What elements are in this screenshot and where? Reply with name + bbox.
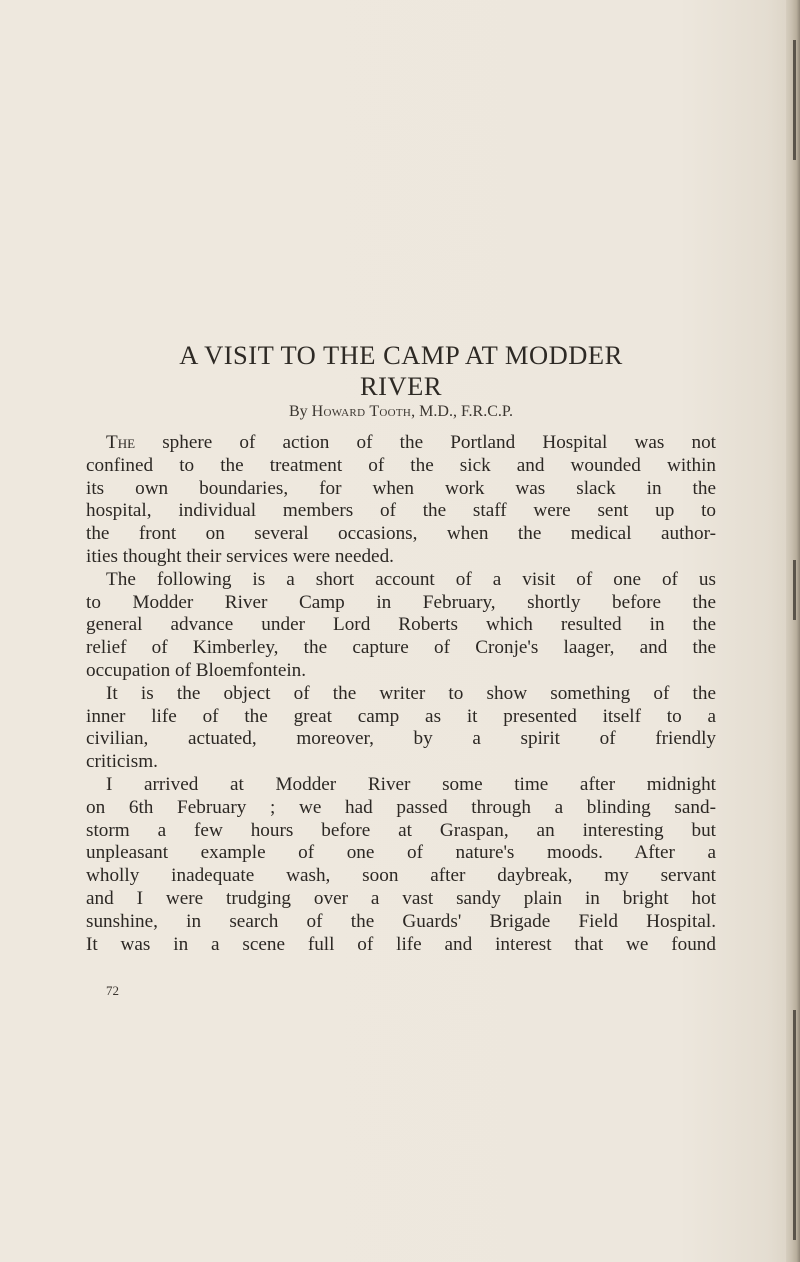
text-line: The following is a short account of a visit of one of us — [106, 568, 716, 590]
edge-mark — [793, 560, 796, 620]
article-body — [86, 432, 716, 956]
text-line: occupation of Bloemfontein. — [86, 659, 307, 681]
title-line-1: A VISIT TO THE CAMP AT MODDER — [179, 340, 623, 370]
text-line: criticism. — [86, 751, 158, 773]
text-line: civilian, actuated, moreover, by a spirit of friendly — [86, 728, 716, 750]
text-line: wholly inadequate wash, soon after daybreak, my servant — [86, 865, 716, 887]
text-line: to Modder River Camp in February, shortly before the — [86, 591, 716, 613]
text-line: It was in a scene full of life and interest that we found — [86, 933, 716, 955]
text-line: on 6th February ; we had passed through a blinding sand- — [86, 796, 716, 818]
text-line: general advance under Lord Roberts which resulted in the — [86, 614, 716, 636]
text-line: ities thought their services were needed. — [86, 545, 394, 567]
article-title — [86, 340, 716, 402]
page-number: 72 — [106, 983, 119, 998]
text-line: the front on several occasions, when the medical author- — [86, 523, 716, 545]
edge-mark — [793, 40, 796, 160]
text-line: confined to the treatment of the sick and wounded within — [86, 454, 716, 476]
text-line: storm a few hours before at Graspan, an interesting but — [86, 819, 716, 841]
text-line: inner life of the great camp as it presented itself to a — [86, 705, 716, 727]
text-line: and I were trudging over a vast sandy plain in bright hot — [86, 887, 716, 909]
author-name: Howard Tooth — [311, 403, 412, 420]
text-line: relief of Kimberley, the capture of Cronje's laager, and the — [86, 637, 716, 659]
text-line: unpleasant example of one of nature's moods. After a — [86, 842, 716, 864]
byline-prefix: By — [288, 403, 308, 420]
text-line: sunshine, in search of the Guards' Brigade Field Hospital. — [86, 910, 716, 932]
text-line: hospital, individual members of the staff were sent up to — [86, 500, 716, 522]
title-line-2: RIVER — [360, 371, 442, 401]
lead-in-word: The — [106, 432, 136, 453]
edge-mark — [793, 1010, 796, 1240]
page-edge-shadow — [786, 0, 800, 1262]
text-line: its own boundaries, for when work was slack in the — [86, 477, 716, 499]
text-line: I arrived at Modder River some time after midnight — [106, 773, 716, 795]
text-line: It is the object of the writer to show something of the — [106, 682, 716, 704]
byline — [86, 402, 716, 422]
text-line: The sphere of action of the Portland Hospital was not — [106, 432, 716, 453]
author-credentials: , M.D., F.R.C.P. — [411, 403, 514, 420]
